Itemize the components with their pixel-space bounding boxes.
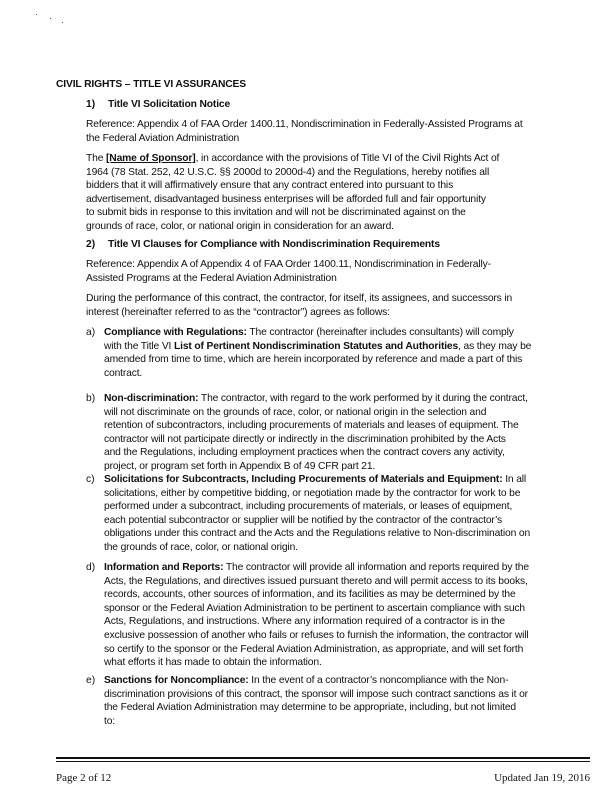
- page-heading: CIVIL RIGHTS – TITLE VI ASSURANCES: [56, 79, 246, 90]
- text-run: with the Title VI: [104, 340, 174, 352]
- list-item-line: records, accounts, other sources of information, and its facilities as may be determined by the: [104, 589, 516, 601]
- list-item-letter: e): [86, 675, 96, 686]
- bold-term: Non-discrimination:: [104, 393, 199, 404]
- list-item-line: [104, 392, 528, 405]
- list-item-line: contractor will not participate directly or indirectly in the discrimination prohibited by the Acts: [104, 433, 506, 445]
- list-item-line: exclusive possession of another who fails or refuses to furnish the information, the contractor will: [104, 630, 529, 641]
- bold-term: Solicitations for Subcontracts, Including Procurements of Materials and Equipment:: [104, 474, 503, 485]
- section-title: Title VI Solicitation Notice: [108, 99, 231, 110]
- bold-term: Compliance with Regulations:: [104, 327, 247, 338]
- text-run: The: [86, 153, 107, 164]
- text-run: The contractor, with regard to the work performed by it during the contract,: [198, 393, 528, 404]
- bold-term: Information and Reports:: [104, 562, 224, 573]
- list-item-line: so certify to the sponsor or the Federal Aviation Administration, as appropriate, and will set forth: [104, 643, 524, 655]
- list-item-line: [104, 473, 526, 486]
- list-item-line: amended from time to time, which are herein incorporated by reference and made a part of this: [104, 354, 523, 366]
- paragraph-line: Assisted Programs at the Federal Aviation Administration: [86, 272, 337, 284]
- list-item-line: contract.: [104, 367, 143, 379]
- text-run: , in accordance with the provisions of Title VI of the Civil Rights Act of: [195, 153, 500, 164]
- scan-speck: [50, 18, 51, 19]
- page-number: Page 2 of 12: [56, 772, 112, 784]
- paragraph-line: to submit bids in response to this invitation and will not be discriminated against on the: [86, 207, 466, 219]
- paragraph-line: During the performance of this contract, the contractor, for itself, its assignees, and successors in: [86, 293, 513, 304]
- list-item-line: the Federal Aviation Administration may determine to be appropriate, including, but not limited: [104, 702, 516, 714]
- list-item-letter: a): [86, 327, 96, 338]
- paragraph-line: interest (hereinafter referred to as the “contractor”) agrees as follows:: [86, 306, 390, 318]
- section-title: Title VI Clauses for Compliance with Nondiscrimination Requirements: [108, 239, 440, 250]
- paragraph-line: Reference: Appendix 4 of FAA Order 1400.11, Nondiscrimination in Federally-Assisted Programs at: [86, 119, 523, 130]
- list-item-line: what efforts it has made to obtain the information.: [104, 657, 322, 669]
- list-item-line: and the Regulations, including employment practices when the contract covers any activity,: [104, 447, 505, 459]
- bold-term: Sanctions for Noncompliance:: [104, 675, 249, 686]
- bold-term: List of Pertinent Nondiscrimination Statutes and Authorities: [173, 340, 459, 352]
- paragraph-line: Reference: Appendix A of Appendix 4 of FAA Order 1400.11, Nondiscrimination in Federally-: [86, 259, 491, 270]
- list-item-line: Acts, the Regulations, and directives issued pursuant thereto and will permit access to its books,: [104, 575, 528, 587]
- text-run: The contractor will provide all information and reports required by the: [223, 562, 529, 573]
- paragraph-line: 1964 (78 Stat. 252, 42 U.S.C. §§ 2000d to 2000d-4) and the Regulations, hereby notifies all: [86, 166, 490, 178]
- list-item-line: to:: [104, 715, 115, 727]
- list-item-letter: c): [86, 474, 95, 485]
- sponsor-name-placeholder: [Name of Sponsor]: [106, 153, 196, 164]
- paragraph-line: [86, 152, 499, 165]
- list-item-line: discrimination provisions of this contract, the sponsor will impose such contract sanctions as it or: [104, 688, 528, 700]
- paragraph-line: grounds of race, color, or national origin in consideration for an award.: [86, 221, 394, 232]
- list-item-line: sponsor or the Federal Aviation Administration to be pertinent to ascertain compliance with such: [104, 602, 525, 614]
- list-item-line: [104, 674, 508, 687]
- list-item-line: performed under a subcontract, including procurements of materials, or leases of equipment,: [104, 501, 513, 513]
- paragraph-line: bidders that it will affirmatively ensure that any contract entered into pursuant to this: [86, 180, 454, 192]
- list-item-letter: d): [86, 562, 96, 573]
- updated-date: Updated Jan 19, 2016: [494, 772, 590, 784]
- list-item-line: the grounds of race, color, or national origin.: [104, 542, 298, 553]
- list-item-line: will not discriminate on the grounds of race, color, or national origin in the selection and: [104, 406, 487, 418]
- list-item-line: Acts, Regulations, and instructions. Where any information required of a contractor is in the: [104, 616, 505, 628]
- paragraph-line: the Federal Aviation Administration: [86, 132, 240, 144]
- list-item-line: solicitations, either by competitive bidding, or negotiation made by the contractor for work to be: [104, 487, 521, 499]
- text-run: , as they may be: [458, 340, 532, 352]
- list-item-line: [104, 326, 514, 339]
- list-item-letter: b): [86, 393, 96, 404]
- paragraph-line: advertisement, disadvantaged business enterprises will be afforded full and fair opportunity: [86, 193, 486, 205]
- footer-rule: [56, 757, 590, 759]
- text-run: In the event of a contractor’s noncompliance with the Non-: [248, 675, 509, 686]
- text-run: The contractor (hereinafter includes consultants) will comply: [246, 327, 514, 338]
- text-run: In all: [502, 474, 527, 485]
- list-item-line: [104, 561, 529, 574]
- section-number: 2): [86, 239, 96, 250]
- list-item-line: obligations under this contract and the Acts and the Regulations relative to Non-discrimination on: [104, 528, 531, 540]
- list-item-line: [104, 340, 531, 353]
- footer-rule: [56, 761, 590, 762]
- scan-speck: [36, 14, 37, 15]
- section-number: 1): [86, 99, 96, 110]
- list-item-line: each potential subcontractor or supplier will be notified by the contractor of the contractor’s: [104, 514, 503, 526]
- scan-speck: [62, 22, 63, 23]
- list-item-line: retention of subcontractors, including procurements of materials and leases of equipment. The: [104, 420, 519, 432]
- list-item-line: project, or program set forth in Appendix B of 49 CFR part 21.: [104, 461, 376, 472]
